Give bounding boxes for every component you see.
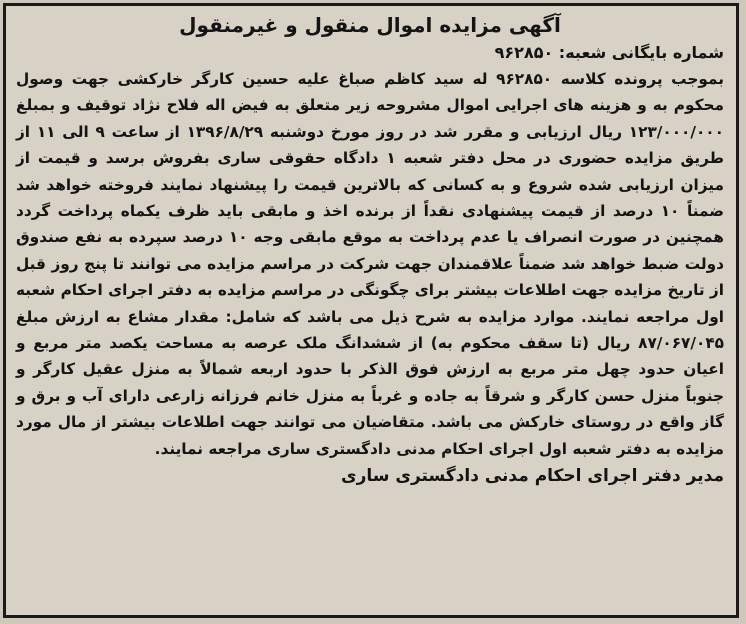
archive-number: شماره بایگانی شعبه: ۹۶۲۸۵۰ [494, 43, 724, 62]
notice-title: آگهی مزایده اموال منقول و غیرمنقول [179, 13, 561, 37]
notice-signature: مدیر دفتر اجرای احکام مدنی دادگستری ساری [340, 466, 724, 487]
auction-notice [3, 3, 739, 618]
notice-body: بموجب پرونده کلاسه ۹۶۲۸۵۰ له سید کاظم صباغ علیه حسین کارگر خارکشی جهت وصول محکوم به و هزینه های اجرایی اموال مشروحه زیر متعلق به فیض اله فلاح نژاد توقیف و بمبلغ ۱۲۳/۰۰۰/۰۰۰ ریال ارزیابی و مقرر شد در روز مورخ دوشنبه ۱۳۹۶/۸/۲۹ از ساعت ۹ الی ۱۱ از طریق مزایده حضوری در محل دفتر شعبه ۱ دادگاه حقوقی ساری بفروش برسد و قیمت از میزان ارزیابی شده شروع و به کسانی که بالاترین قیمت را پیشنهاد نمایند فروخته خواهد شد ضمناً ۱۰ درصد از قیمت پیشنهادی نقداً از برنده اخذ و مابقی باید ظرف یکماه پرداخت گردد همچنین در صورت انصراف یا عدم پرداخت به موقع مابقی وجه ۱۰ درصد سپرده به نفع صندوق دولت ضبط خواهد شد ضمناً علاقمندان جهت شرکت در مراسم مزایده می توانند تا پنج روز قبل از تاریخ مزایده جهت اطلاعات بیشتر برای چگونگی در مراسم مزایده به دفتر اجرای احکام شعبه اول مراجعه نمایند. موارد مزایده به شرح ذیل می باشد که شامل: مقدار مشاع به ارزش مبلغ ۸۷/۰۶۷/۰۴۵ ریال (تا سقف محکوم به) از ششدانگ ملک عرصه به مساحت یکصد متر مربع و اعیان حدود چهل متر مربع به ارزش فوق الذکر با حدود اربعه شمالاً به منزل عقیل کارگر و جنوباً منزل حسن کارگر و شرقاً به جاده و غرباً به منزل خانم فرزانه زارعی دارای آب و برق و گاز واقع در روستای خارکش می باشد. متقاضیان می توانند جهت اطلاعات بیشتر از مال مورد مزایده به دفتر شعبه اول اجرای احکام مدنی دادگستری ساری مراجعه نمایند. [16, 70, 725, 458]
